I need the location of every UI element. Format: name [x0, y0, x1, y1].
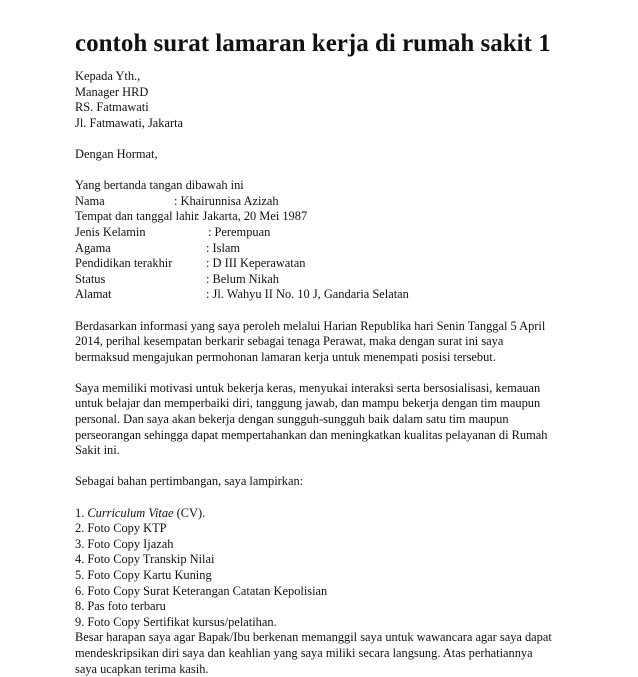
field-label: Tempat dan tanggal lahir [75, 209, 199, 224]
field-row-status [75, 272, 575, 288]
recipient-line-4: Jl. Fatmawati, Jakarta [75, 115, 184, 130]
spacer [75, 303, 575, 319]
attachment-item-1 [75, 506, 575, 522]
attachment-item: 4. Foto Copy Transkip Nilai [75, 552, 215, 567]
spacer [75, 459, 575, 475]
paragraph-1-line-2: 2014, perihal kesempatan berkarir sebagai tenaga Perawat, maka dengan surat ini saya [75, 334, 504, 349]
recipient-line-3: RS. Fatmawati [75, 100, 149, 115]
field-value: : Jakarta, 20 Mei 1987 [196, 209, 308, 224]
attachments-intro: Sebagai bahan pertimbangan, saya lampirkan: [75, 474, 304, 489]
paragraph-2-line-4: perseorangan sehingga dapat mempertahankan dan meningkatkan kualitas pelayanan di Rumah [75, 427, 548, 442]
spacer [75, 163, 575, 179]
field-row-nama [75, 194, 575, 210]
closing-line-1: Besar harapan saya agar Bapak/Ibu berkenan memanggil saya untuk wawancara agar saya dapat [75, 630, 552, 645]
attachment-item: 5. Foto Copy Kartu Kuning [75, 568, 212, 582]
recipient-line-1: Kepada Yth., [75, 69, 141, 83]
field-row-pendidikan [75, 256, 575, 272]
paragraph-1-line-3: bermaksud mengajukan permohonan lamaran kerja untuk menempati posisi tersebut. [75, 349, 496, 364]
field-row-alamat [75, 287, 575, 303]
paragraph-1-line-1: Berdasarkan informasi yang saya peroleh melalui Harian Republika hari Senin Tanggal 5 April [75, 318, 546, 333]
attachment-item-suffix: (CV). [173, 505, 206, 520]
attachment-item: 8. Pas foto terbaru [75, 599, 166, 614]
field-label: Nama [75, 193, 105, 208]
letter-body [75, 69, 575, 677]
recipient-line-2: Manager HRD [75, 84, 149, 99]
field-value: : Perempuan [208, 224, 271, 239]
attachment-item: 3. Foto Copy Ijazah [75, 536, 174, 551]
attachment-item-italic: Curriculum Vitae [87, 505, 174, 520]
field-row-ttl [75, 209, 575, 225]
field-value: : Khairunnisa Azizah [174, 193, 279, 208]
paragraph-2-line-1: Saya memiliki motivasi untuk bekerja keras, menyukai interaksi serta bersosialisasi, kemauan [75, 380, 541, 395]
closing-line-3: saya ucapkan terima kasih. [75, 661, 209, 676]
spacer [75, 365, 575, 381]
field-label: Pendidikan terakhir [75, 256, 173, 271]
field-row-agama [75, 241, 575, 257]
field-label: Alamat [75, 287, 112, 302]
spacer [75, 490, 575, 506]
closing-line-2: mendeskripsikan diri saya dan keahlian yang saya miliki secara langsung. Atas perhatiannya [75, 645, 533, 660]
document-title: contoh surat lamaran kerja di rumah sakit 1 [75, 30, 551, 57]
paragraph-2-line-5: Sakit ini. [75, 443, 120, 458]
attachment-item: 2. Foto Copy KTP [75, 521, 167, 536]
field-label: Agama [75, 240, 111, 255]
paragraph-2-line-3: personal. Dan saya akan bekerja dengan sungguh-sungguh baik dalam satu tim maupun [75, 412, 509, 427]
spacer [75, 131, 575, 147]
field-label: Jenis Kelamin [75, 224, 146, 239]
intro-line: Yang bertanda tangan dibawah ini [75, 178, 244, 193]
field-value: : Jl. Wahyu II No. 10 J, Gandaria Selatan [206, 287, 409, 302]
greeting: Dengan Hormat, [75, 146, 158, 161]
attachment-item-number: 1. [75, 505, 88, 520]
paragraph-2-line-2: untuk belajar dan memperbaiki diri, tanggung jawab, dan mampu bekerja dengan tim maupun [75, 396, 541, 411]
field-value: : D III Keperawatan [206, 256, 306, 271]
attachment-item: 9. Foto Copy Sertifikat kursus/pelatihan. [75, 614, 277, 629]
field-label: Status [75, 271, 106, 286]
attachment-item: 6. Foto Copy Surat Keterangan Catatan Kepolisian [75, 583, 328, 598]
field-row-jenis-kelamin [75, 225, 575, 241]
field-value: : Islam [206, 240, 241, 255]
field-value: : Belum Nikah [206, 271, 279, 286]
